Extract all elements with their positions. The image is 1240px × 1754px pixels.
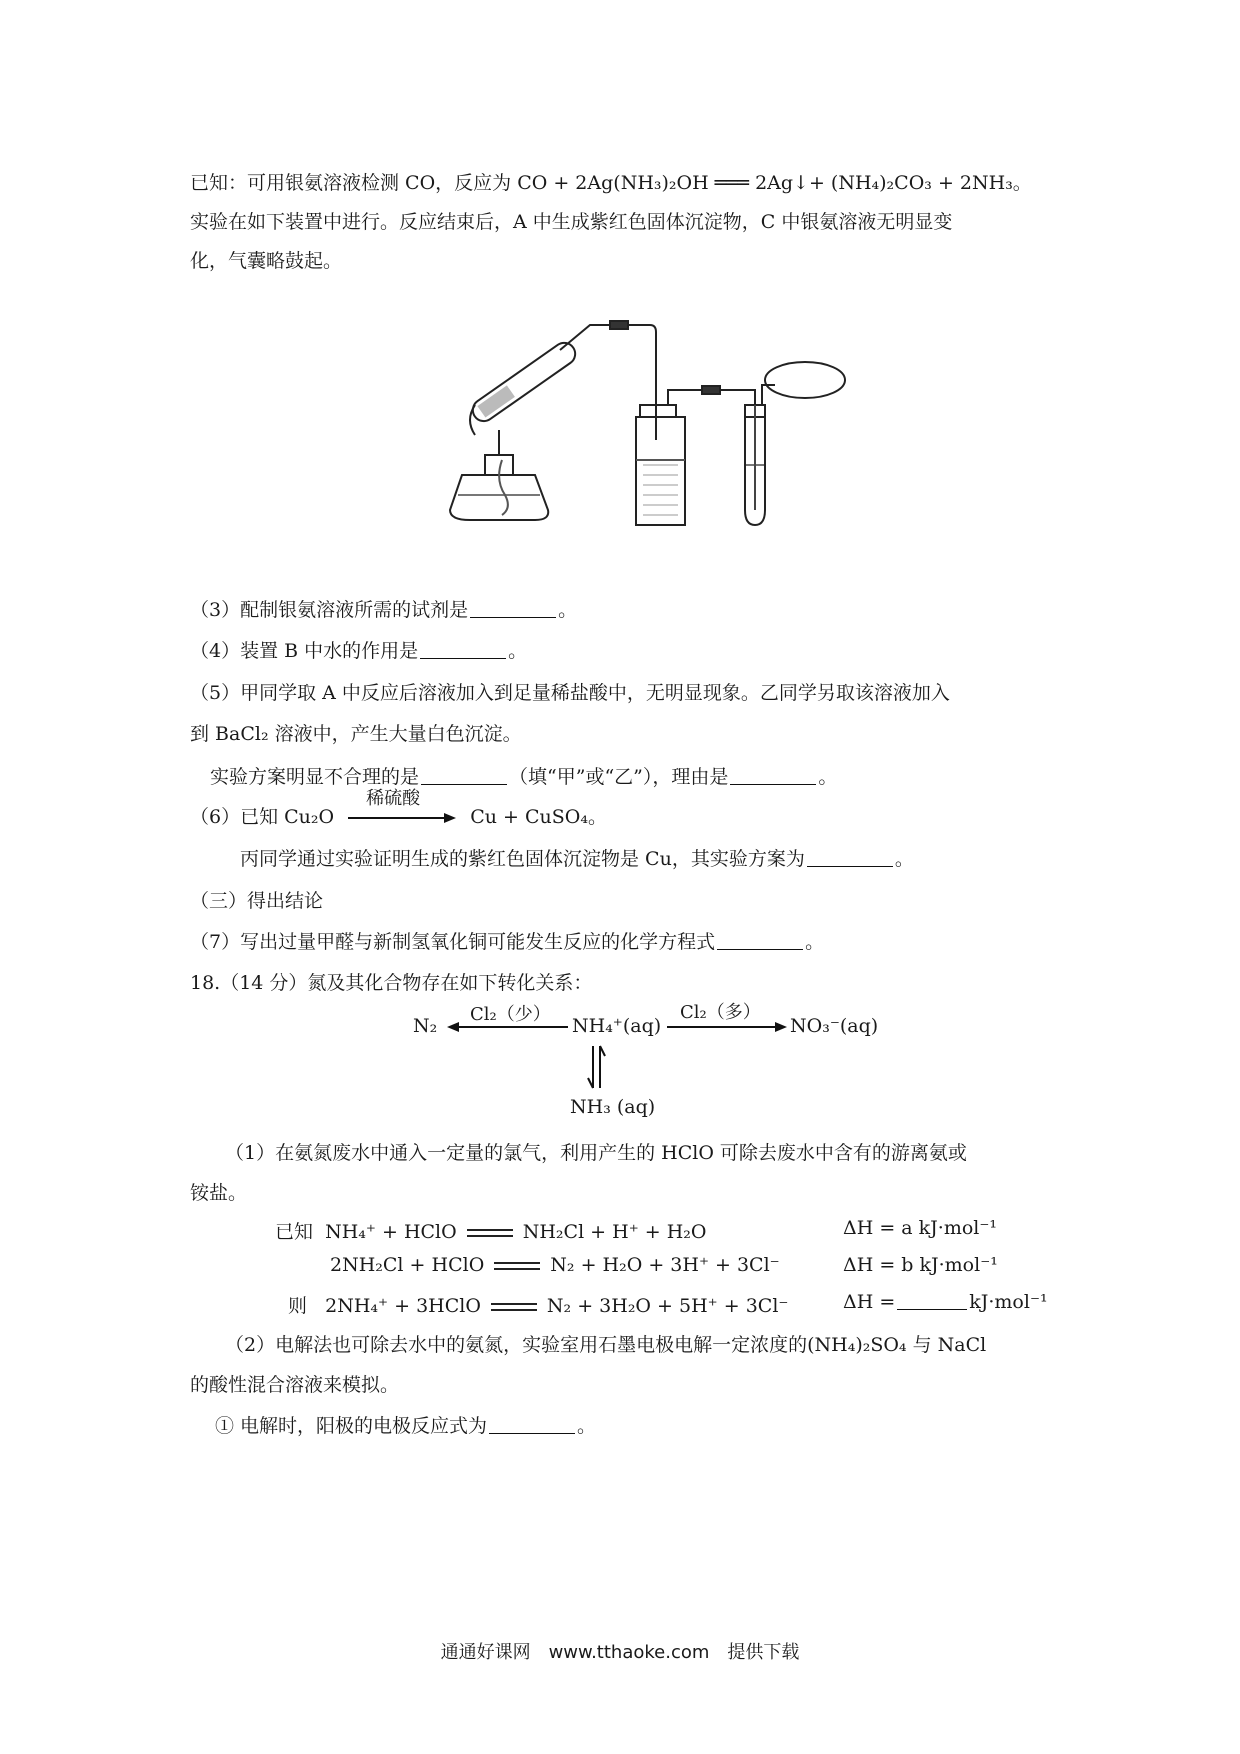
scheme-right-label: Cl₂（多）: [680, 1002, 761, 1023]
question-5-line-3: 实验方案明显不合理的是 （填“甲”或“乙”），理由是 。: [210, 766, 838, 788]
scheme-no3: NO₃⁻(aq): [790, 1015, 879, 1037]
page-footer: 通通好课网 www.tthaoke.com 提供下载: [440, 1642, 800, 1663]
question-5-line-2: 到 BaCl₂ 溶液中，产生大量白色沉淀。: [190, 723, 522, 745]
equation-3-enthalpy: ΔH = kJ·mol⁻¹: [843, 1291, 1048, 1313]
test-tube-a: [469, 339, 580, 426]
answer-blank-anode[interactable]: [489, 1415, 575, 1434]
answer-blank-q6[interactable]: [807, 848, 893, 867]
equation-3: 则 2NH₄⁺ + 3HClO N₂ + 3H₂O + 5H⁺ + 3Cl⁻: [288, 1295, 789, 1317]
scheme-n2: N₂: [413, 1015, 438, 1037]
bottle-b: [636, 390, 702, 525]
question-5-line-1: （5）甲同学取 A 中反应后溶液加入到足量稀盐酸中，无明显现象。乙同学另取该溶液加入: [190, 682, 950, 704]
answer-blank-q7[interactable]: [717, 931, 803, 950]
scheme-left-label: Cl₂（少）: [470, 1004, 551, 1025]
q18-part2-question-1: ① 电解时，阳极的电极反应式为 。: [215, 1415, 597, 1437]
question-18-header: 18.（14 分）氮及其化合物存在如下转化关系：: [190, 972, 593, 994]
intro-line-2: 实验在如下装置中进行。反应结束后，A 中生成紫红色固体沉淀物，C 中银氨溶液无明显变: [190, 211, 953, 233]
question-6-line-2: 丙同学通过实验证明生成的紫红色固体沉淀物是 Cu，其实验方案为 。: [240, 848, 914, 870]
scheme-left-arrow: [445, 1020, 570, 1034]
equation-2: 2NH₂Cl + HClO N₂ + H₂O + 3H⁺ + 3Cl⁻: [330, 1254, 780, 1276]
question-7: （7）写出过量甲醛与新制氢氧化铜可能发生反应的化学方程式 。: [190, 931, 825, 953]
question-4: （4）装置 B 中水的作用是 。: [190, 640, 528, 662]
q18-part1-line-2: 铵盐。: [190, 1182, 248, 1204]
test-tube-c: [745, 385, 775, 525]
answer-blank-q5-choice[interactable]: [421, 766, 507, 785]
answer-blank-q5-reason[interactable]: [730, 766, 816, 785]
alcohol-lamp: [450, 430, 548, 520]
section-conclusion: （三）得出结论: [190, 890, 324, 912]
question-6-line-1: （6）已知 Cu₂O 稀硫酸 Cu + CuSO₄。: [190, 788, 607, 828]
equation-1: 已知 NH₄⁺ + HClO NH₂Cl + H⁺ + H₂O: [275, 1221, 707, 1243]
equation-1-enthalpy: ΔH = a kJ·mol⁻¹: [843, 1217, 998, 1239]
scheme-nh4: NH₄⁺(aq): [572, 1015, 662, 1037]
equation-2-enthalpy: ΔH = b kJ·mol⁻¹: [843, 1254, 998, 1276]
gas-bag: [765, 362, 845, 398]
apparatus-diagram: [440, 310, 820, 530]
answer-blank-q3[interactable]: [470, 599, 556, 618]
answer-blank-enthalpy[interactable]: [897, 1291, 967, 1310]
scheme-right-arrow: [665, 1020, 790, 1034]
q18-part1-line-1: （1）在氨氮废水中通入一定量的氯气，利用产生的 HClO 可除去废水中含有的游离氨或: [225, 1142, 967, 1164]
intro-line-1: 已知：可用银氨溶液检测 CO，反应为 CO + 2Ag(NH₃)₂OH ═══ 2Ag↓+ (NH₄)₂CO₃ + 2NH₃。: [190, 172, 1032, 194]
question-3: （3）配制银氨溶液所需的试剂是 。: [190, 599, 578, 621]
scheme-nh3: NH₃ (aq): [570, 1096, 656, 1118]
answer-blank-q4[interactable]: [420, 640, 506, 659]
reaction-arrow: 稀硫酸: [346, 808, 458, 828]
intro-line-3: 化，气囊略鼓起。: [190, 250, 343, 272]
scheme-equilibrium-arrow: [585, 1042, 609, 1092]
q18-part2-line-2: 的酸性混合溶液来模拟。: [190, 1374, 400, 1396]
q18-part2-line-1: （2）电解法也可除去水中的氨氮，实验室用石墨电极电解一定浓度的(NH₄)₂SO₄ 与 NaCl: [225, 1334, 987, 1356]
